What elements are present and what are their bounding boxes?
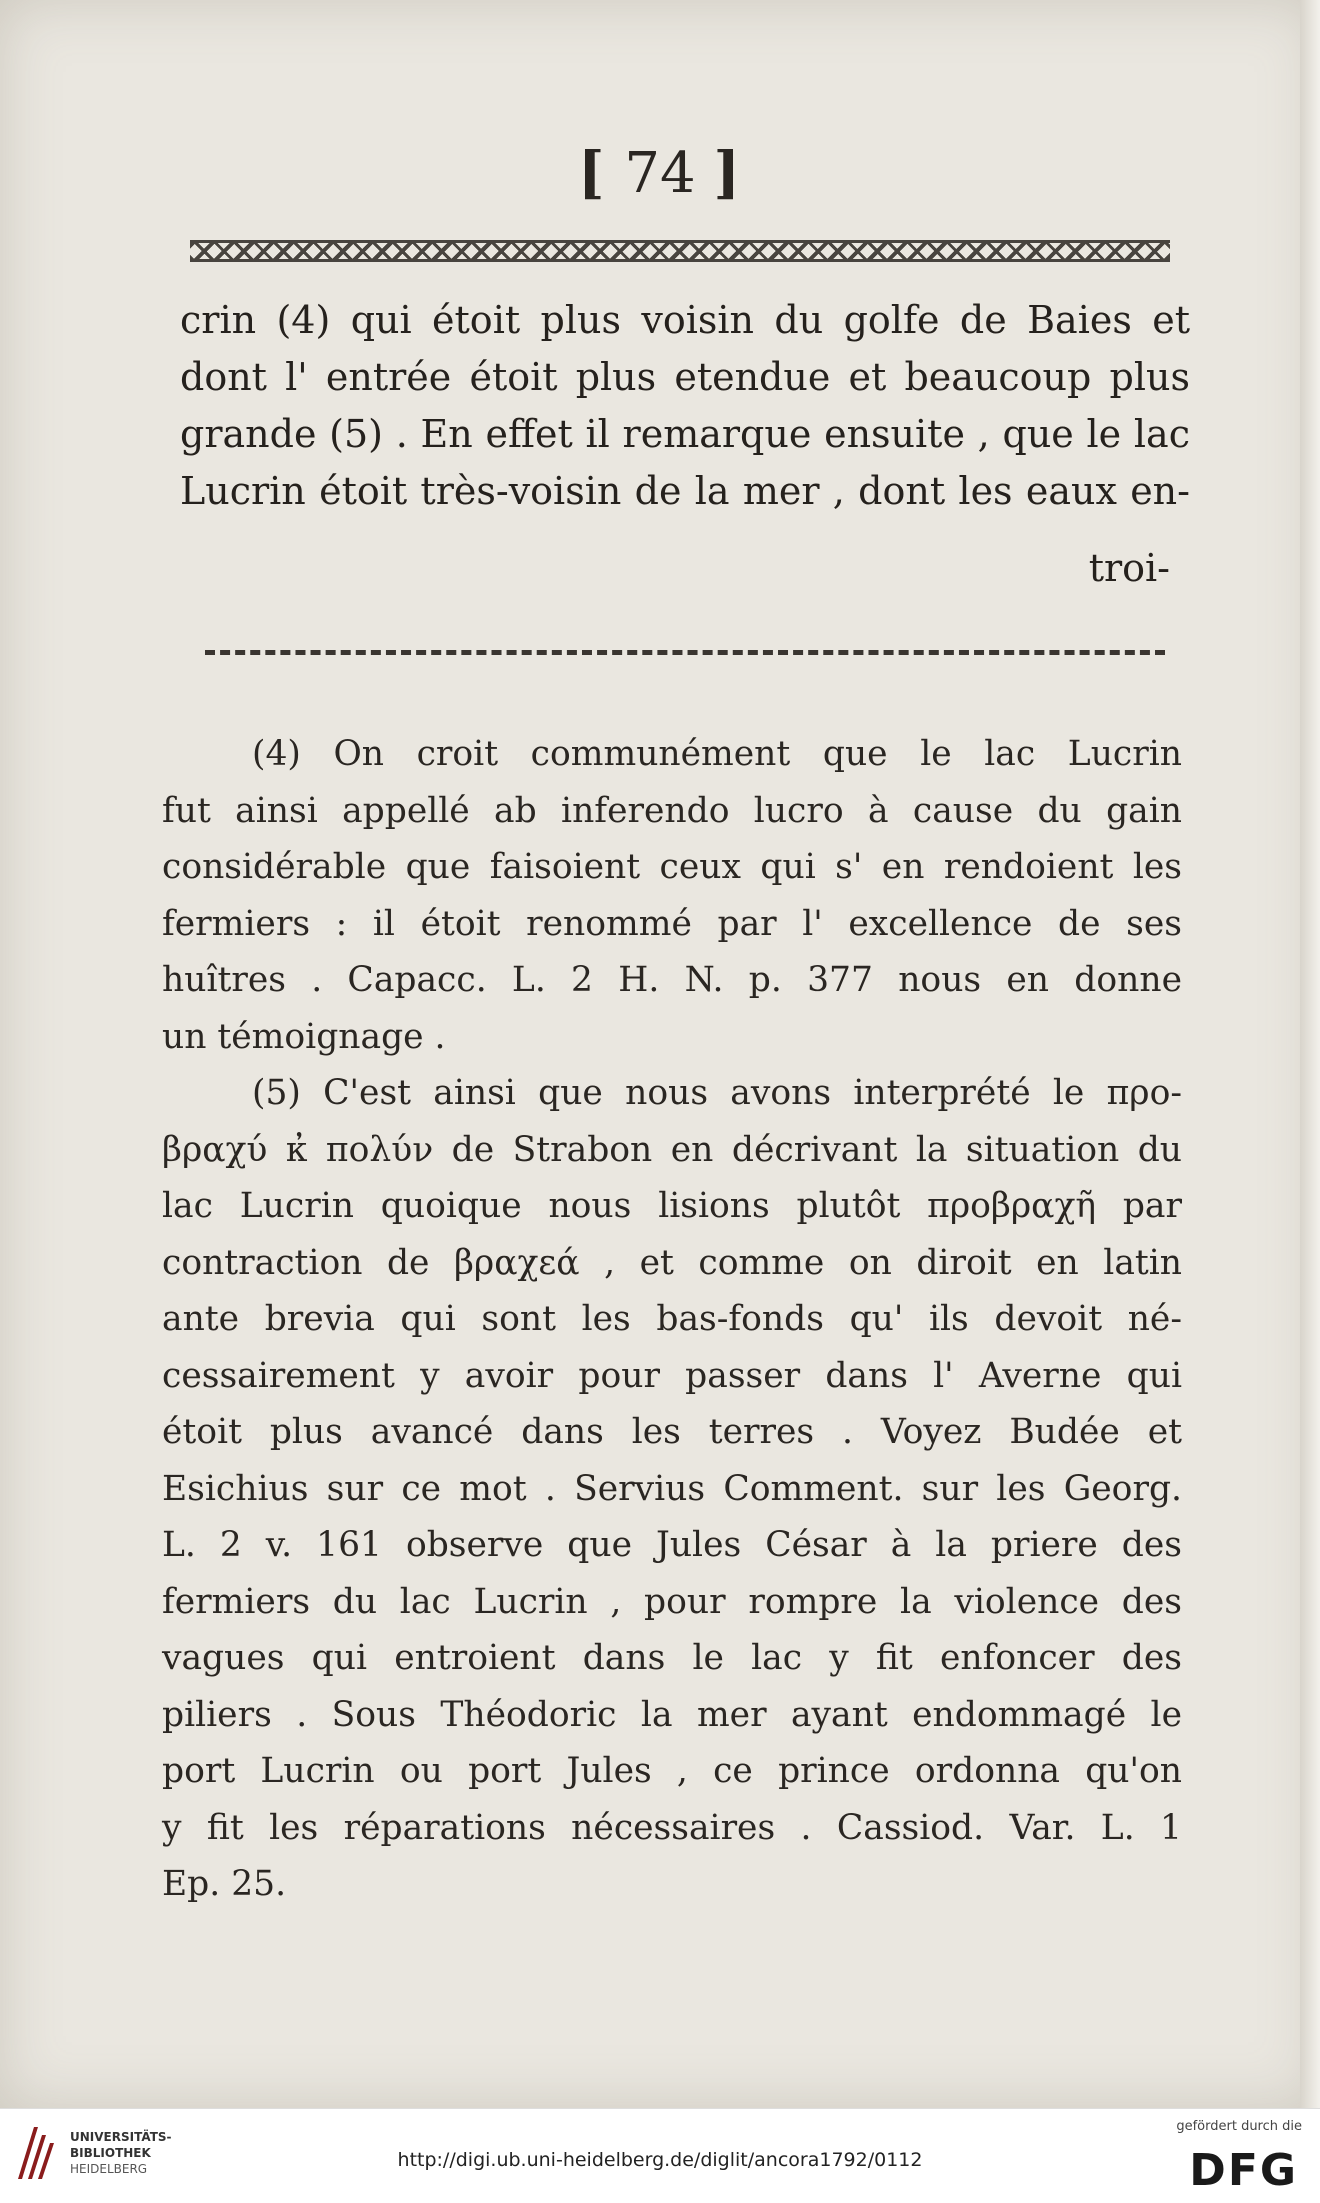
main-text-line: dont l' entrée étoit plus etendue et beaucoup plus: [180, 355, 1190, 399]
library-name-line: UNIVERSITÄTS-: [70, 2130, 172, 2144]
main-text-line: crin (4) qui étoit plus voisin du golfe de Baies et: [180, 298, 1190, 342]
footnote-5-line: contraction de βραχεά , et comme on diroit en latin: [162, 1242, 1182, 1283]
footnote-5-line: piliers . Sous Théodoric la mer ayant endommagé le: [162, 1694, 1182, 1735]
main-text: [180, 292, 1190, 520]
page-number-bracket-left: [: [578, 140, 607, 206]
footnote-separator: [205, 650, 1165, 655]
footnote-5-line: vagues qui entroient dans le lac y fit enfoncer des: [162, 1638, 1182, 1678]
main-text-line: Lucrin étoit très-voisin de la mer , dont les eaux en-: [180, 469, 1190, 513]
footnote-4-line: (4) On croit communément que le lac Lucrin: [252, 734, 1182, 774]
footnote-5-line: (5) C'est ainsi que nous avons interprété le προ-: [252, 1073, 1182, 1113]
viewer-footer: [0, 2108, 1320, 2203]
footnote-5-line: étoit plus avancé dans les terres . Voyez Budée et: [162, 1412, 1182, 1452]
footnote-5-line: port Lucrin ou port Jules , ce prince ordonna qu'on: [162, 1751, 1182, 1791]
main-text-line: grande (5) . En effet il remarque ensuite , que le lac: [180, 412, 1190, 456]
footnote-5-line: βραχύ κ̓ πολύν de Strabon en décrivant la situation du: [162, 1129, 1182, 1170]
footnote-5-line: Ep. 25.: [162, 1864, 287, 1904]
footnote-5-line: y fit les réparations nécessaires . Cassiod. Var. L. 1: [162, 1807, 1182, 1848]
footnote-4-line: fut ainsi appellé ab inferendo lucro à cause du gain: [162, 790, 1182, 831]
page-number: [0, 140, 1320, 206]
library-name-line: HEIDELBERG: [70, 2162, 148, 2176]
source-url-link[interactable]: http://digi.ub.uni-heidelberg.de/diglit/ancora1792/0112: [397, 2149, 923, 2171]
footnote-5-line: ante brevia qui sont les bas-fonds qu' ils devoit né-: [162, 1299, 1182, 1339]
footnote-5-line: cessairement y avoir pour passer dans l' Averne qui: [162, 1355, 1182, 1396]
footnote-4-line: considérable que faisoient ceux qui s' en rendoient les: [162, 847, 1182, 887]
footnote-4-line: un témoignage .: [162, 1016, 446, 1057]
footnote-4-line: huîtres . Capacc. L. 2 H. N. p. 377 nous en donne: [162, 960, 1182, 1000]
funding-note: gefördert durch die: [1176, 2119, 1302, 2134]
ornament-rule: [190, 240, 1170, 262]
page-number-bracket-right: ]: [713, 140, 742, 206]
library-name-line: BIBLIOTHEK: [70, 2146, 151, 2160]
footnote-5-line: L. 2 v. 161 observe que Jules César à la priere des: [162, 1525, 1182, 1565]
footnote-5-line: lac Lucrin quoique nous lisions plutôt προβραχῆ par: [162, 1186, 1182, 1226]
page-number-value: 74: [624, 141, 696, 206]
footnotes: [162, 726, 1182, 1913]
footnote-5-line: Esichius sur ce mot . Servius Comment. sur les Georg.: [162, 1468, 1182, 1509]
catchword: troi-: [1088, 546, 1170, 590]
dfg-logo: DFG: [1189, 2145, 1298, 2196]
page-edge: [1300, 0, 1320, 2108]
footnote-4-line: fermiers : il étoit renommé par l' excellence de ses: [162, 903, 1182, 944]
footnote-5-line: fermiers du lac Lucrin , pour rompre la violence des: [162, 1581, 1182, 1622]
